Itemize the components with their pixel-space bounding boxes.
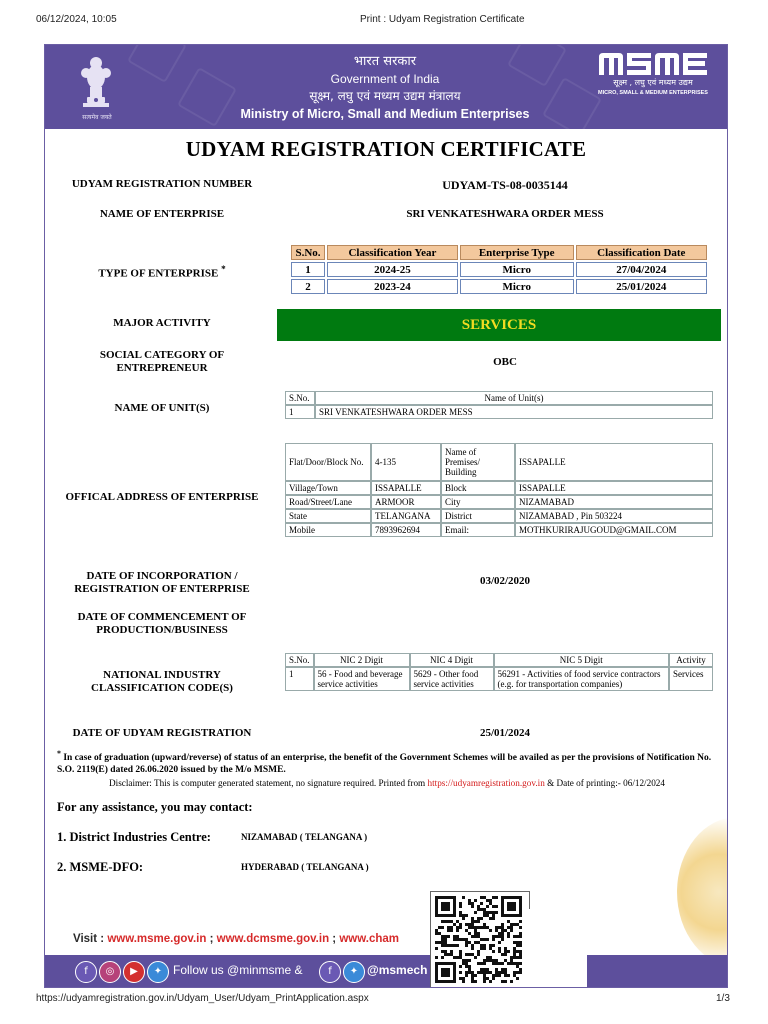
print-title: Print : Udyam Registration Certificate	[360, 14, 525, 25]
nic-th-2digit: NIC 2 Digit	[314, 653, 410, 667]
table-row	[291, 279, 707, 294]
nic-cell: 1	[285, 667, 314, 691]
type-cell: 1	[291, 262, 325, 277]
address-value: 4-135	[371, 443, 441, 481]
type-cell: Micro	[460, 262, 574, 277]
address-key: State	[285, 509, 371, 523]
msme-logo-icon	[597, 51, 709, 77]
dic-label: 1. District Industries Centre:	[57, 830, 211, 844]
udyam-date-value: 25/01/2024	[479, 727, 531, 739]
type-cell: 27/04/2024	[576, 262, 707, 277]
nic-cell: 5629 - Other food service activities	[410, 667, 494, 691]
udyam-date-label: DATE OF UDYAM REGISTRATION	[72, 727, 252, 739]
address-key: Email:	[441, 523, 515, 537]
incorporation-date: 03/02/2020	[479, 575, 531, 587]
nic-th-sno: S.No.	[285, 653, 314, 667]
address-key: Flat/Door/Block No.	[285, 443, 371, 481]
qr-code-icon	[431, 892, 527, 986]
certificate-title: UDYAM REGISTRATION CERTIFICATE	[185, 137, 587, 161]
address-value: ARMOOR	[371, 495, 441, 509]
note-text: In case of graduation (upward/reverse) of status of an enterprise, the benefit of the Government Schemes will be availed as per the provisions of Notification No. S.O. 2119(E) dated 26.06.2020 issued by the M/o MSME.	[57, 753, 712, 776]
incorporation-label-line1: DATE OF INCORPORATION /	[86, 570, 238, 582]
type-th-sno: S.No.	[291, 245, 325, 260]
social-category-label	[57, 349, 267, 375]
reg-number-label: UDYAM REGISTRATION NUMBER	[71, 178, 253, 190]
units-th-sno: S.No.	[285, 391, 315, 405]
site-link-champions[interactable]: www.cham	[339, 933, 399, 945]
address-key: District	[441, 509, 515, 523]
table-row	[285, 667, 713, 691]
nic-table	[285, 653, 713, 691]
enterprise-type-star: *	[221, 264, 226, 274]
note-star: *	[57, 749, 61, 758]
msme-logo-english: MICRO, SMALL & MEDIUM ENTERPRISES	[598, 90, 708, 96]
banner-hindi-ministry: सूक्ष्म, लघु एवं मध्यम उद्यम मंत्रालय	[309, 89, 461, 103]
msme-logo-hindi: सूक्ष्म , लघु एवं मध्यम उद्यम	[613, 78, 693, 87]
social-category-label-line1: SOCIAL CATEGORY OF	[99, 349, 225, 361]
address-value: ISSAPALLE	[515, 481, 713, 495]
type-cell: 25/01/2024	[576, 279, 707, 294]
nic-cell: Services	[669, 667, 713, 691]
nic-cell: 56 - Food and beverage service activities	[314, 667, 410, 691]
units-label: NAME OF UNIT(S)	[114, 402, 210, 414]
type-th-date: Classification Date	[576, 245, 707, 260]
incorporation-label-line2: REGISTRATION OF ENTERPRISE	[74, 583, 250, 595]
emblem-caption: सत्यमेव जयते	[82, 114, 112, 121]
nic-th-5digit: NIC 5 Digit	[494, 653, 669, 667]
disclaimer-link[interactable]: https://udyamregistration.gov.in	[427, 778, 545, 788]
banner-text	[165, 53, 605, 123]
banner-ministry: Ministry of Micro, Small and Medium Enterprises	[240, 107, 530, 121]
type-cell: Micro	[460, 279, 574, 294]
banner-government: Government of India	[330, 72, 440, 86]
certificate-page	[44, 44, 728, 988]
type-cell: 2023-24	[327, 279, 458, 294]
nic-cell: 56291 - Activities of food service contractors (e.g. for transportation companies)	[494, 667, 669, 691]
address-key: Road/Street/Lane	[285, 495, 371, 509]
reg-number-value: UDYAM-TS-08-0035144	[442, 178, 568, 192]
disclaimer-prefix: Disclaimer: This is computer generated statement, no signature required. Printed from	[109, 778, 426, 788]
twitter-icon[interactable]: ✦	[147, 961, 169, 983]
table-row	[285, 405, 713, 419]
address-value: NIZAMABAD , Pin 503224	[515, 509, 713, 523]
dic-value: NIZAMABAD ( TELANGANA )	[241, 832, 368, 842]
enterprise-name-value: SRI VENKATESHWARA ORDER MESS	[406, 208, 604, 220]
address-value: ISSAPALLE	[515, 443, 713, 481]
qr-code	[430, 891, 530, 988]
units-cell: 1	[285, 405, 315, 419]
address-value: MOTHKURIRAJUGOUD@GMAIL.COM	[515, 523, 713, 537]
units-th-name: Name of Unit(s)	[315, 391, 713, 405]
address-key: Village/Town	[285, 481, 371, 495]
incorporation-label	[57, 570, 267, 596]
nic-th-4digit: NIC 4 Digit	[410, 653, 494, 667]
blank-box	[528, 909, 587, 987]
type-th-year: Classification Year	[327, 245, 458, 260]
youtube-icon[interactable]: ▶	[123, 961, 145, 983]
facebook-icon[interactable]: f	[319, 961, 341, 983]
table-row	[291, 262, 707, 277]
print-page-number: 1/3	[716, 993, 730, 1004]
facebook-icon[interactable]: f	[75, 961, 97, 983]
print-datetime: 06/12/2024, 10:05	[36, 14, 117, 25]
nic-th-activity: Activity	[669, 653, 713, 667]
follow-text: Follow us @minmsme &	[173, 963, 303, 977]
enterprise-type-label	[57, 263, 267, 281]
twitter-icon[interactable]: ✦	[343, 961, 365, 983]
address-value: NIZAMABAD	[515, 495, 713, 509]
type-cell: 2	[291, 279, 325, 294]
major-activity-value: SERVICES	[277, 309, 721, 341]
decorative-ring	[677, 817, 728, 967]
social-category-value: OBC	[493, 356, 517, 368]
visit-line	[73, 933, 399, 945]
visit-separator: ;	[332, 933, 337, 945]
units-cell: SRI VENKATESHWARA ORDER MESS	[315, 405, 713, 419]
address-key: City	[441, 495, 515, 509]
assistance-heading: For any assistance, you may contact:	[57, 800, 253, 814]
national-emblem-icon	[75, 55, 117, 113]
disclaimer	[57, 777, 717, 789]
visit-label: Visit :	[73, 933, 105, 945]
nic-label	[57, 669, 267, 695]
commencement-label	[57, 611, 267, 637]
instagram-icon[interactable]: ◎	[99, 961, 121, 983]
major-activity-label: MAJOR ACTIVITY	[113, 317, 211, 329]
enterprise-type-label-text: TYPE OF ENTERPRISE	[98, 267, 219, 280]
type-cell: 2024-25	[327, 262, 458, 277]
address-key: Mobile	[285, 523, 371, 537]
address-table	[285, 443, 713, 537]
commencement-label-line2: PRODUCTION/BUSINESS	[96, 624, 228, 636]
disclaimer-suffix: & Date of printing:- 06/12/2024	[547, 778, 665, 788]
address-label: OFFICAL ADDRESS OF ENTERPRISE	[65, 491, 259, 503]
units-table	[285, 391, 713, 419]
nic-label-line1: NATIONAL INDUSTRY	[103, 669, 221, 681]
header-banner	[45, 45, 727, 129]
social-category-label-line2: ENTREPRENEUR	[116, 362, 208, 374]
enterprise-name-label: NAME OF ENTERPRISE	[99, 208, 225, 220]
visit-separator: ;	[209, 933, 214, 945]
social-band	[45, 955, 727, 987]
dfo-label: 2. MSME-DFO:	[57, 860, 144, 874]
graduation-note	[57, 748, 717, 776]
banner-hindi-title: भारत सरकार	[353, 54, 417, 69]
address-key: Name of Premises/ Building	[441, 443, 515, 481]
address-value: TELANGANA	[371, 509, 441, 523]
commencement-label-line1: DATE OF COMMENCEMENT OF	[77, 611, 247, 623]
address-value: ISSAPALLE	[371, 481, 441, 495]
type-th-type: Enterprise Type	[460, 245, 574, 260]
enterprise-type-table	[289, 243, 709, 296]
dfo-value: HYDERABAD ( TELANGANA )	[241, 862, 369, 872]
address-value: 7893962694	[371, 523, 441, 537]
print-url: https://udyamregistration.gov.in/Udyam_User/Udyam_PrintApplication.aspx	[36, 993, 369, 1004]
site-link-msme[interactable]: www.msme.gov.in	[107, 933, 207, 945]
address-key: Block	[441, 481, 515, 495]
site-link-dcmsme[interactable]: www.dcmsme.gov.in	[216, 933, 330, 945]
nic-label-line2: CLASSIFICATION CODE(S)	[91, 682, 233, 694]
follow-handle: @msmech	[367, 963, 428, 977]
